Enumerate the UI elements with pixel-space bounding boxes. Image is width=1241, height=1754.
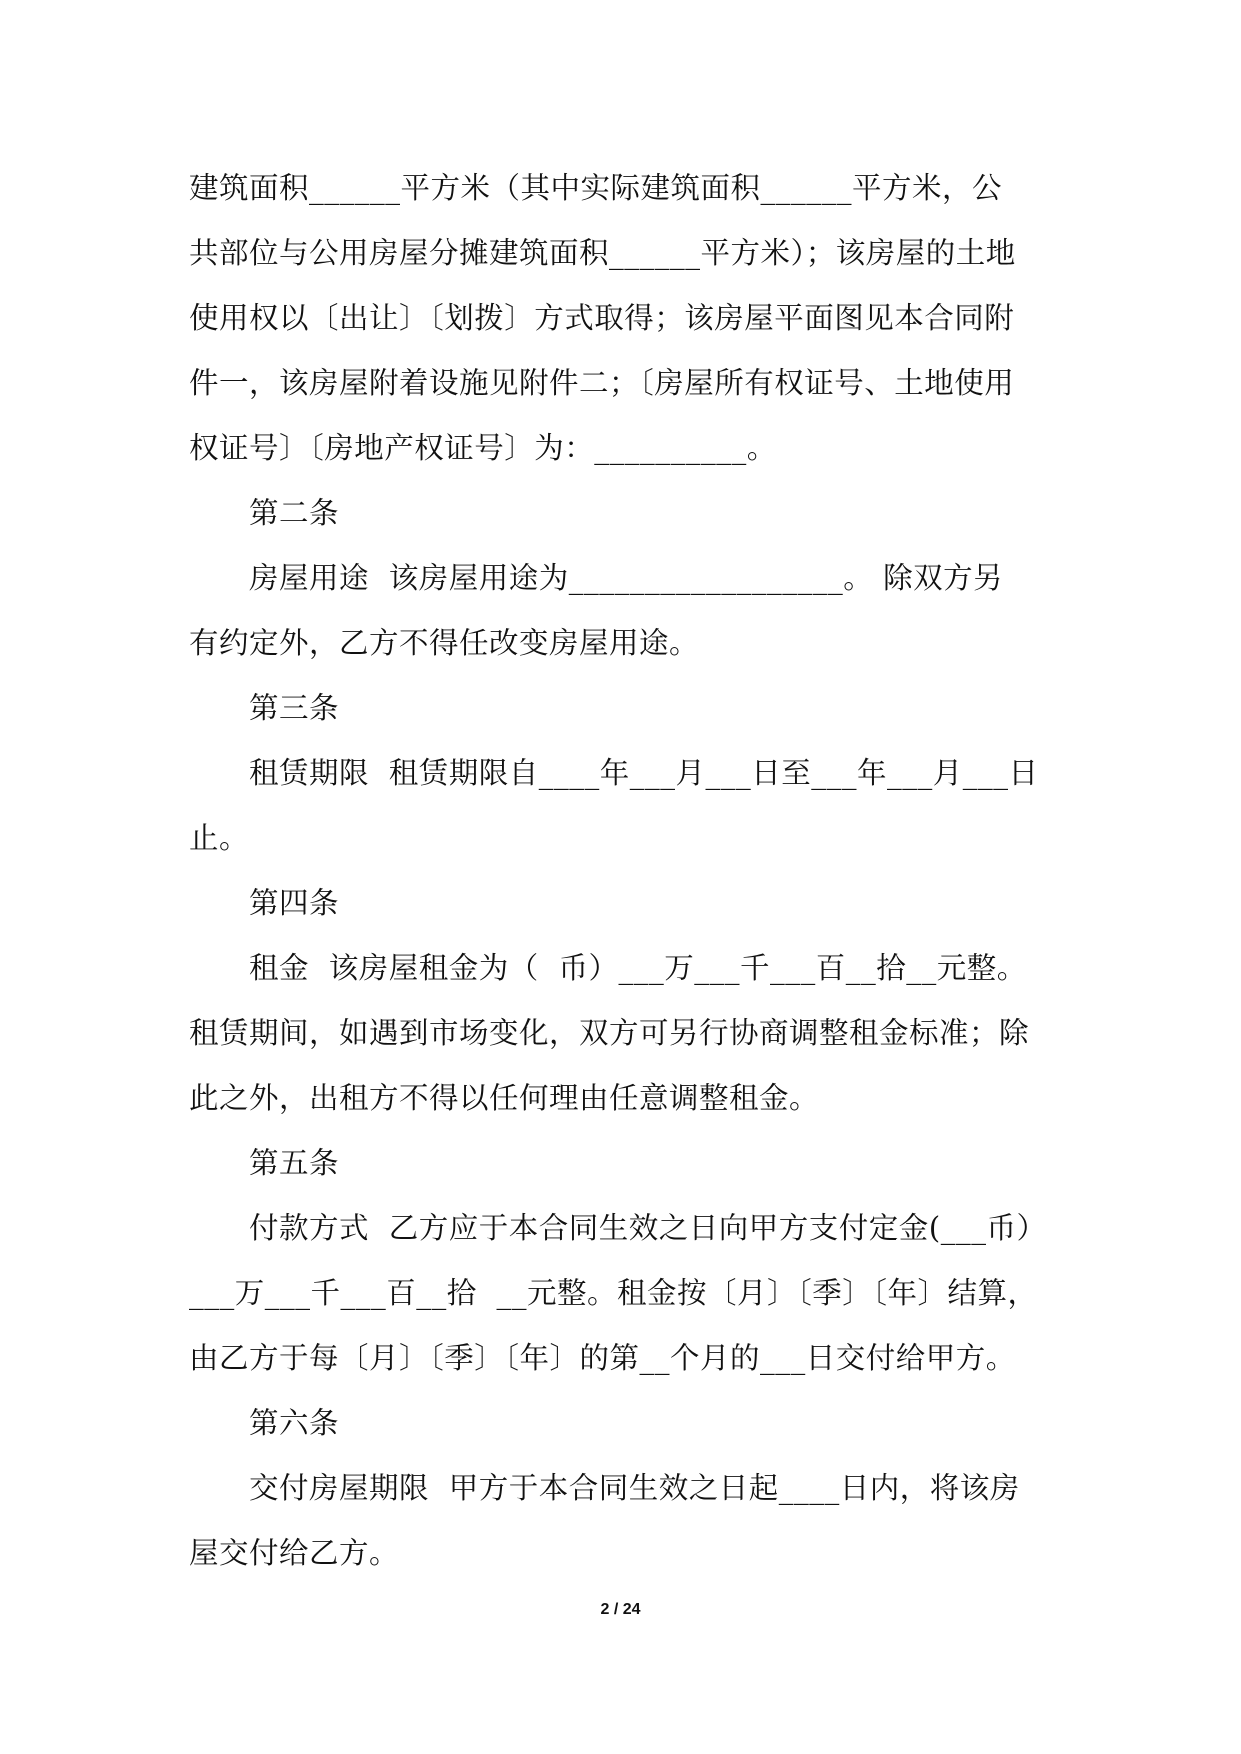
paragraph-line: 有约定外，乙方不得任改变房屋用途。 <box>189 626 700 660</box>
paragraph-line: 权证号〕〔房地产权证号〕为：__________。 <box>189 431 777 465</box>
paragraph-line: 房屋用途 该房屋用途为__________________。 除双方另 <box>249 561 1004 595</box>
article-heading: 第六条 <box>249 1406 340 1440</box>
article-heading: 第二条 <box>249 496 340 530</box>
paragraph-line: 付款方式 乙方应于本合同生效之日向甲方支付定金(___币） <box>249 1211 1047 1245</box>
paragraph-line: 建筑面积______平方米（其中实际建筑面积______平方米，公 <box>189 171 1003 205</box>
article-heading: 第五条 <box>249 1146 340 1180</box>
paragraph-line: 由乙方于每〔月〕〔季〕〔年〕的第__个月的___日交付给甲方。 <box>189 1341 1016 1375</box>
paragraph-line: 件一，该房屋附着设施见附件二；〔房屋所有权证号、土地使用 <box>189 366 1015 400</box>
paragraph-line: 交付房屋期限 甲方于本合同生效之日起____日内，将该房 <box>249 1471 1020 1505</box>
paragraph-line: 租赁期间，如遇到市场变化，双方可另行协商调整租金标准；除 <box>189 1016 1030 1050</box>
document-body <box>189 156 1059 1586</box>
paragraph-line: 租赁期限 租赁期限自____年___月___日至___年___月___日 <box>249 756 1039 790</box>
article-heading: 第三条 <box>249 691 340 725</box>
paragraph-line: 共部位与公用房屋分摊建筑面积______平方米）；该房屋的土地 <box>189 236 1016 270</box>
paragraph-line: ___万___千___百__拾 __元整。租金按〔月〕〔季〕〔年〕结算， <box>189 1276 1038 1310</box>
page-number: 2 / 24 <box>600 1601 641 1618</box>
paragraph-line: 止。 <box>189 821 250 855</box>
paragraph-line: 屋交付给乙方。 <box>189 1536 400 1570</box>
article-heading: 第四条 <box>249 886 340 920</box>
paragraph-line: 使用权以〔出让〕〔划拨〕方式取得；该房屋平面图见本合同附 <box>189 301 1015 335</box>
paragraph-line: 此之外，出租方不得以任何理由任意调整租金。 <box>189 1081 820 1115</box>
paragraph-line: 租金 该房屋租金为（ 币）___万___千___百__拾__元整。 <box>249 951 1027 985</box>
